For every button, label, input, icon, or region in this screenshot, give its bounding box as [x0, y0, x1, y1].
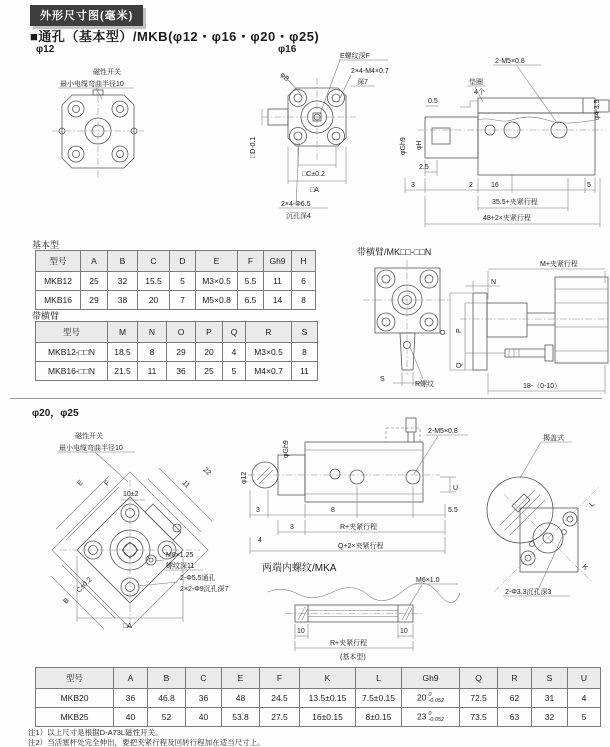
- m-stroke-label: M+夹紧行程: [540, 261, 578, 268]
- cell: 24.5: [260, 689, 300, 708]
- col-header: F: [238, 251, 264, 272]
- mka-title: 两端内螺纹/MKA: [262, 563, 337, 574]
- col-header: E: [196, 251, 238, 272]
- dim-2: 2: [469, 182, 473, 189]
- cell: 4: [568, 689, 601, 708]
- cell: 40: [114, 708, 148, 727]
- cap-holes-label: 2-Φ3.3沉孔深3: [505, 589, 552, 596]
- col-header: K: [300, 668, 356, 689]
- dim-3b: 3: [290, 524, 294, 531]
- col-header: A: [114, 668, 148, 689]
- cell: 52: [148, 708, 186, 727]
- q-stroke-label: Q+2×夹紧行程: [338, 543, 384, 550]
- col-header: Gh9: [402, 668, 460, 689]
- cell-tolerance: [402, 689, 460, 708]
- cell: M3×0.5: [196, 272, 238, 291]
- cell: 4: [223, 343, 246, 362]
- phi2025-dimension-table: [35, 667, 601, 727]
- phi12-label: φ12: [36, 44, 55, 55]
- phi16-side-drawing: [395, 50, 610, 240]
- table-row: [36, 708, 601, 727]
- dim-3: 3: [411, 182, 415, 189]
- cell: 8: [138, 343, 167, 362]
- page-header-bar: 外形尺寸图(毫米): [30, 5, 143, 26]
- dim-5: 5: [587, 182, 591, 189]
- tol-upper: 0: [428, 692, 432, 698]
- e-thread-label: E螺纹深F: [340, 53, 370, 60]
- cell: 20: [138, 291, 170, 310]
- phi16-centerlines: [262, 78, 356, 160]
- phi2025-label: φ20，φ25: [32, 408, 79, 419]
- table-row: [36, 343, 318, 362]
- dim-5p5: 5.5: [448, 507, 458, 514]
- bolt-spec-label: 2×4-M4×0.7: [351, 68, 389, 75]
- phi16-side-dimensions: [405, 160, 600, 227]
- table-row: [36, 272, 316, 291]
- col-header: Gh9: [264, 251, 292, 272]
- through-hole-label: 2-Φ5.5通孔: [180, 575, 216, 582]
- cell: 40: [186, 708, 222, 727]
- dim-0p5: 0.5: [428, 98, 438, 105]
- cell: 25: [196, 362, 223, 381]
- phi2025-side-annotations: [241, 428, 468, 492]
- phi2025-side-drawing: [240, 412, 470, 560]
- cbore-depth-label: 沉孔深4: [286, 213, 311, 220]
- cap-leader: [520, 442, 541, 478]
- cell: 6: [292, 272, 316, 291]
- col-header: R: [498, 668, 532, 689]
- cell: 32: [532, 708, 568, 727]
- b-dim-label: B: [62, 597, 71, 606]
- col-header: R: [246, 322, 292, 343]
- cell: 62: [498, 689, 532, 708]
- col-header: H: [292, 251, 316, 272]
- stroke-dim-2: 48+2×夹紧行程: [483, 215, 531, 222]
- dim-11-label: 11: [180, 479, 191, 490]
- cap-type-label: 揭盖式: [543, 435, 564, 442]
- col-header: C: [186, 668, 222, 689]
- cell: MKB12-□□N: [36, 343, 108, 362]
- page-title: ■通孔（基本型）/MKB(φ12・φ16・φ20・φ25): [30, 29, 320, 44]
- col-header: L: [356, 668, 402, 689]
- cell: 72.5: [460, 689, 498, 708]
- tol-lower: -0.052: [428, 698, 445, 704]
- m8-depth-label: 螺纹深11: [166, 563, 195, 570]
- c-dim-label: C±0.2: [75, 576, 94, 595]
- col-header: E: [222, 668, 260, 689]
- r-thread-label: R螺纹: [415, 381, 435, 388]
- cell: 73.5: [460, 708, 498, 727]
- washer-qty-label: 4个: [474, 89, 485, 96]
- s-dim-label: S: [380, 376, 385, 383]
- tol-base: 23: [416, 711, 427, 722]
- phi2025-switch-note: [57, 431, 135, 482]
- cell: MKB25: [36, 708, 114, 727]
- cell-tolerance: [402, 708, 460, 727]
- col-header: B: [148, 668, 186, 689]
- section-divider: [10, 398, 602, 399]
- col-header: O: [167, 322, 196, 343]
- b-dim-label: φB: [278, 71, 291, 83]
- rod-dia-label: φ4-3.5: [594, 99, 601, 120]
- col-header: Q: [223, 322, 246, 343]
- col-header: S: [532, 668, 568, 689]
- cell: 8±0.15: [356, 708, 402, 727]
- g-dia-label: φGh9: [400, 137, 407, 155]
- phi16-side-annotations: [400, 58, 601, 155]
- col-header: F: [260, 668, 300, 689]
- table-header-row: [36, 322, 318, 343]
- cell: MKB16-□□N: [36, 362, 108, 381]
- h-dia-label: φH: [416, 140, 423, 150]
- q-dim-label: Q: [456, 362, 463, 368]
- cell: 48: [222, 689, 260, 708]
- dim-8: 8: [331, 507, 335, 514]
- cell: M4×0.7: [246, 362, 292, 381]
- cell: 46.8: [148, 689, 186, 708]
- bolt-depth-label: 深7: [357, 79, 368, 86]
- footnote-2: 注2）当活塞杆处完全伸出，要把夹紧行程及回转行程加在适当尺寸上。: [28, 738, 265, 747]
- phi16-side-body: [425, 98, 609, 175]
- f-dim-label: F: [103, 479, 112, 488]
- cable-radius-label: 最小电缆弯曲半径10: [59, 445, 123, 452]
- cell: 5: [223, 362, 246, 381]
- washer-label: 垫圈: [469, 79, 483, 86]
- cell: 8: [292, 291, 316, 310]
- k-dim-label: K: [580, 563, 589, 572]
- cell: 5.5: [238, 272, 264, 291]
- col-header: S: [292, 322, 318, 343]
- mka-stroke-label: R+夹紧行程: [330, 640, 368, 647]
- cell: MKB12: [36, 272, 81, 291]
- phi2025-front-drawing: [35, 420, 255, 665]
- dim-10-left: 10: [297, 628, 305, 635]
- a-dim-label: □A: [310, 187, 319, 194]
- cell: 20: [196, 343, 223, 362]
- phi12-dia-label: φ12: [241, 471, 248, 484]
- col-header: M: [108, 322, 138, 343]
- dim-4: 4: [258, 537, 262, 544]
- o-dim-label: O: [440, 329, 447, 335]
- range-dim-label: 18-（0-10）: [523, 383, 562, 390]
- dim-2p5: 2.5: [419, 164, 429, 171]
- tol-lower: -0.052: [428, 717, 445, 723]
- u-dim-label: U: [453, 485, 459, 492]
- cell: 11: [138, 362, 167, 381]
- cell: 6.5: [238, 291, 264, 310]
- mka-dimensions: [295, 624, 413, 661]
- stroke-dim-1: 35.5+夹紧行程: [492, 199, 538, 206]
- cell: MKB16: [36, 291, 81, 310]
- n-dim-label: N: [491, 279, 497, 286]
- table-row: [36, 689, 601, 708]
- basic-dimension-table: [35, 250, 316, 310]
- cap-body: [487, 477, 578, 572]
- phi16-label: φ16: [278, 44, 297, 55]
- dim-3a: 3: [256, 507, 260, 514]
- e-dim-label: E: [76, 479, 85, 488]
- cell: 21.5: [108, 362, 138, 381]
- col-header: P: [196, 322, 223, 343]
- cell: 27.5: [260, 708, 300, 727]
- phi12-switch-note: [58, 67, 134, 99]
- g-dia-label: φGh9: [283, 440, 290, 458]
- cell: 53.8: [222, 708, 260, 727]
- cell: 36: [167, 362, 196, 381]
- cell: 7: [170, 291, 196, 310]
- cell: 15.5: [138, 272, 170, 291]
- col-header: 型号: [36, 668, 114, 689]
- m8-thread-label: M8×1.25: [166, 552, 194, 559]
- phi16-front-drawing: [240, 48, 390, 243]
- dim-10-label: 10±2: [123, 491, 139, 498]
- cap-dimensions: [503, 501, 596, 596]
- col-header: C: [138, 251, 170, 272]
- cell: MKB20: [36, 689, 114, 708]
- table-header-row: [36, 251, 316, 272]
- magnetic-switch-label: 磁性开关: [75, 433, 103, 440]
- tol-upper: 0: [428, 711, 432, 717]
- cell: M3×0.5: [246, 343, 292, 362]
- cell: 16±0.15: [300, 708, 356, 727]
- phi2025-side-body: [252, 418, 423, 502]
- port-thread-label: 2-M5×0.8: [428, 428, 458, 435]
- d-dim-label: □D-0.1: [250, 136, 257, 158]
- table-header-row: [36, 668, 601, 689]
- col-header: B: [108, 251, 138, 272]
- mka-drawing: [258, 574, 473, 664]
- cell: 14: [264, 291, 292, 310]
- cell: 38: [108, 291, 138, 310]
- phi12-centerlines: [52, 83, 144, 177]
- cell: 18.5: [108, 343, 138, 362]
- phi2025-side-dimensions: [250, 486, 458, 554]
- cell: 36: [186, 689, 222, 708]
- phi16-dimensions: [250, 109, 346, 220]
- footnote-1: 注1）以上尺寸是根据D-A73L磁性开关。: [28, 728, 163, 737]
- cell: 29: [167, 343, 196, 362]
- cell: 36: [114, 689, 148, 708]
- phi2025-dimensions: [51, 466, 229, 630]
- arm-dimension-table: [35, 321, 318, 381]
- mka-basic-label: (基本型): [340, 654, 366, 661]
- magnetic-switch-label: 磁性开关: [93, 69, 121, 76]
- mka-break-line: [268, 583, 460, 603]
- cell: 63: [498, 708, 532, 727]
- arm-front-view: [375, 268, 440, 370]
- col-header: N: [138, 322, 167, 343]
- cell: 25: [81, 272, 108, 291]
- mka-thread-leader: [409, 585, 422, 606]
- table-row: [36, 362, 318, 381]
- cell: 7.5±0.15: [356, 689, 402, 708]
- port-thread-label: 2-M5×0.8: [495, 58, 525, 65]
- l-dim-label: L: [588, 500, 597, 509]
- tol-base: 20: [416, 692, 427, 703]
- cell: M5×0.8: [196, 291, 238, 310]
- cell: 13.5±0.15: [300, 689, 356, 708]
- cbore-label: 2×4-Φ6.5: [281, 201, 311, 208]
- cell: 5: [568, 708, 601, 727]
- a-dim-label: □A: [123, 623, 132, 630]
- basic-table-caption: 基本型: [32, 240, 60, 250]
- cell: 5: [170, 272, 196, 291]
- phi12-front-drawing: [30, 55, 240, 235]
- table-row: [36, 291, 316, 310]
- col-header: U: [568, 668, 601, 689]
- dim-10-right: 10: [400, 628, 408, 635]
- cell: 11: [264, 272, 292, 291]
- c-dim-label: □C±0.2: [302, 171, 325, 178]
- dim-16: 16: [491, 182, 499, 189]
- col-header: 型号: [36, 251, 81, 272]
- cell: 11: [292, 362, 318, 381]
- arm-drawing-title: 带横臂/MK□□-□□N: [357, 247, 432, 257]
- dim-22-label: 22: [201, 466, 213, 477]
- arm-side-dimensions: [440, 259, 605, 394]
- col-header: 型号: [36, 322, 108, 343]
- cap-type-drawing: [460, 428, 610, 608]
- arm-type-drawing: [355, 255, 610, 400]
- cell: 29: [81, 291, 108, 310]
- col-header: D: [170, 251, 196, 272]
- col-header: A: [81, 251, 108, 272]
- p-dim-label: P: [456, 328, 463, 333]
- cell: 31: [532, 689, 568, 708]
- cbore-hole-label: 2×2-Φ9沉孔深7: [180, 586, 229, 593]
- cap-diag-centerline-1: [494, 486, 600, 592]
- mka-thread-label: M6×1.0: [416, 577, 440, 584]
- cell: 8: [292, 343, 318, 362]
- col-header: Q: [460, 668, 498, 689]
- cell: 32: [108, 272, 138, 291]
- arm-side-view: [473, 277, 608, 370]
- r-stroke-label: R+夹紧行程: [340, 524, 378, 531]
- cable-radius-label: 最小电缆弯曲半径10: [60, 81, 124, 88]
- arm-table-caption: 带横臂: [32, 311, 60, 321]
- phi16-annotations: [279, 51, 389, 114]
